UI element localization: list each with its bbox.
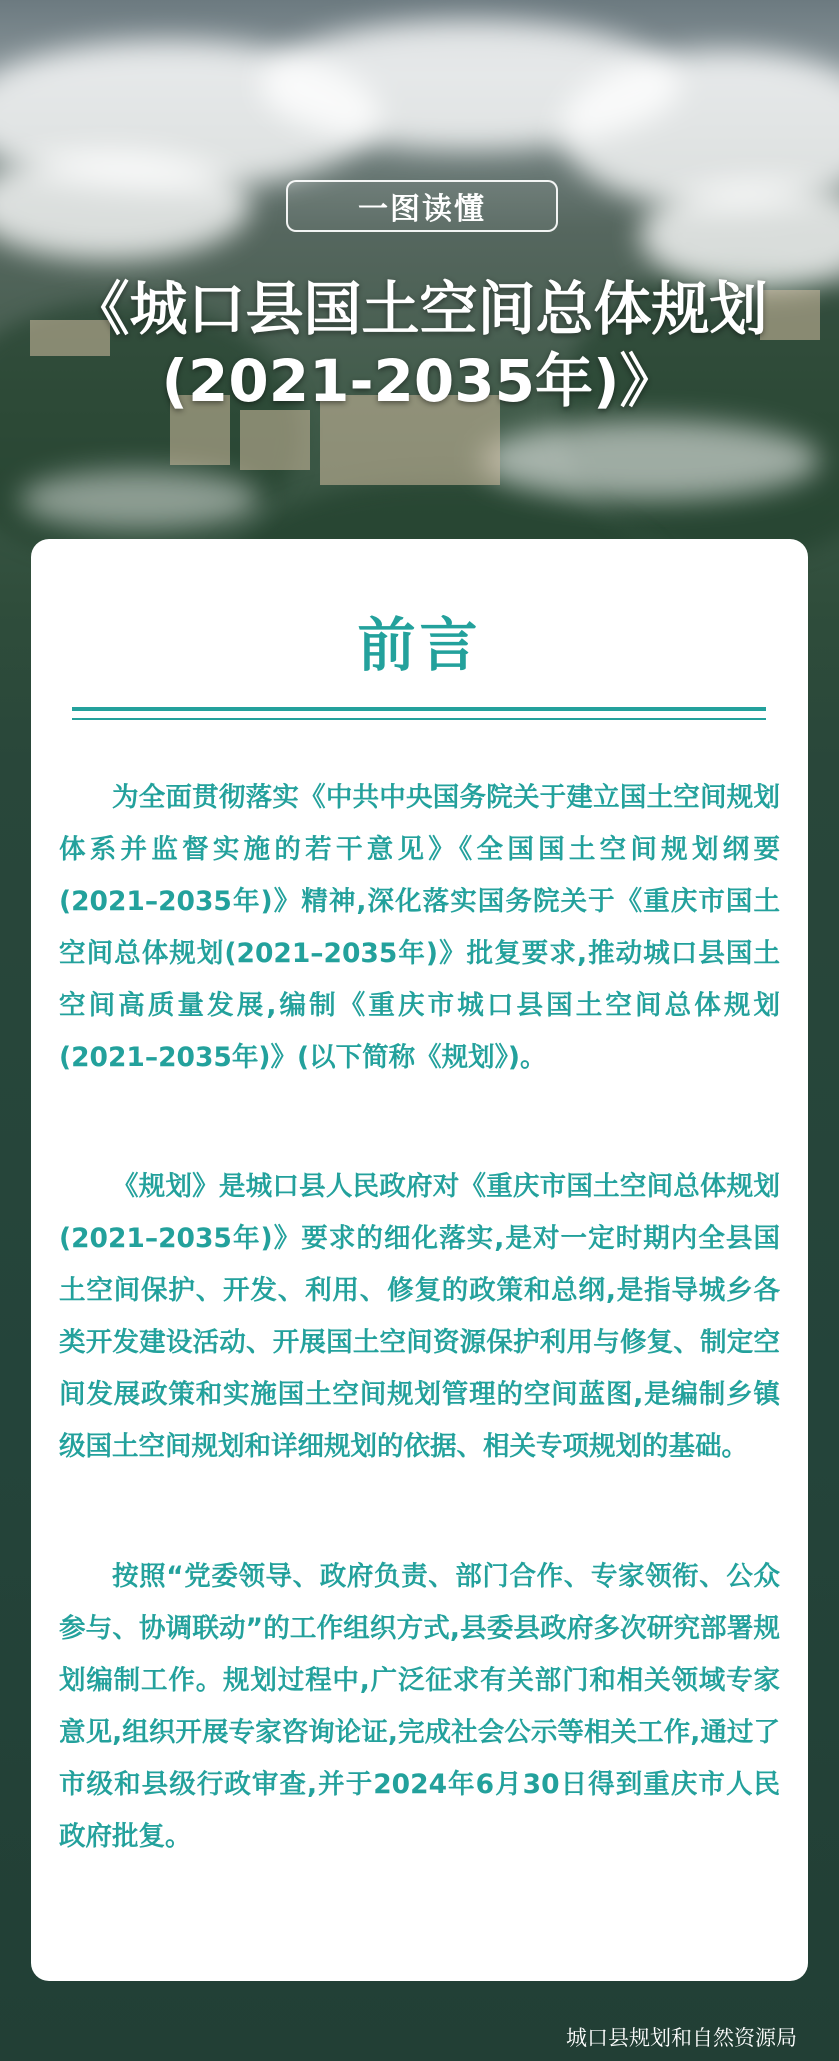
preface-heading: 前言 xyxy=(357,611,482,679)
hero-building xyxy=(240,410,310,470)
preface-paragraph: 按照“党委领导、政府负责、部门合作、专家领衔、公众参与、协调联动”的工作组织方式,县委县政府多次研究部署规划编制工作。规划过程中,广泛征求有关部门和相关领域专家意见,组织开展专家咨询论证,完成社会公示等相关工作,通过了市级和县级行政审查,并于2024年6月30日得到重庆市人民政府批复。 xyxy=(59,1561,780,1852)
hero-badge: 一图读懂 xyxy=(286,180,558,232)
preface-paragraph: 《规划》是城口县人民政府对《重庆市国土空间总体规划(2021–2035年)》要求的细化落实,是对一定时期内全县国土空间保护、开发、利用、修复的政策和总纲,是指导城乡各类开发建设活动、开展国土空间资源保护利用与修复、制定空间发展政策和实施国土空间规划管理的空间蓝图,是编制乡镇级国土空间规划和详细规划的依据、相关专项规划的基础。 xyxy=(59,1171,780,1462)
hero-cloud xyxy=(480,420,820,500)
preface-paragraph: 为全面贯彻落实《中共中央国务院关于建立国土空间规划体系并监督实施的若干意见》《全国国土空间规划纲要(2021–2035年)》精神,深化落实国务院关于《重庆市国土空间总体规划(2021–2035年)》批复要求,推动城口县国土空间高质量发展,编制《重庆市城口县国土空间总体规划(2021–2035年)》(以下简称《规划》)。 xyxy=(59,782,780,1073)
preface-card xyxy=(31,539,808,1981)
hero-cloud xyxy=(20,470,260,530)
hero-title-line1: 《城口县国土空间总体规划 xyxy=(71,275,768,343)
hero-title-line2: (2021-2035年)》 xyxy=(161,347,678,415)
heading-divider-thin xyxy=(72,718,766,720)
heading-divider xyxy=(72,707,766,711)
publisher-name: 城口县规划和自然资源局 xyxy=(566,2026,797,2050)
